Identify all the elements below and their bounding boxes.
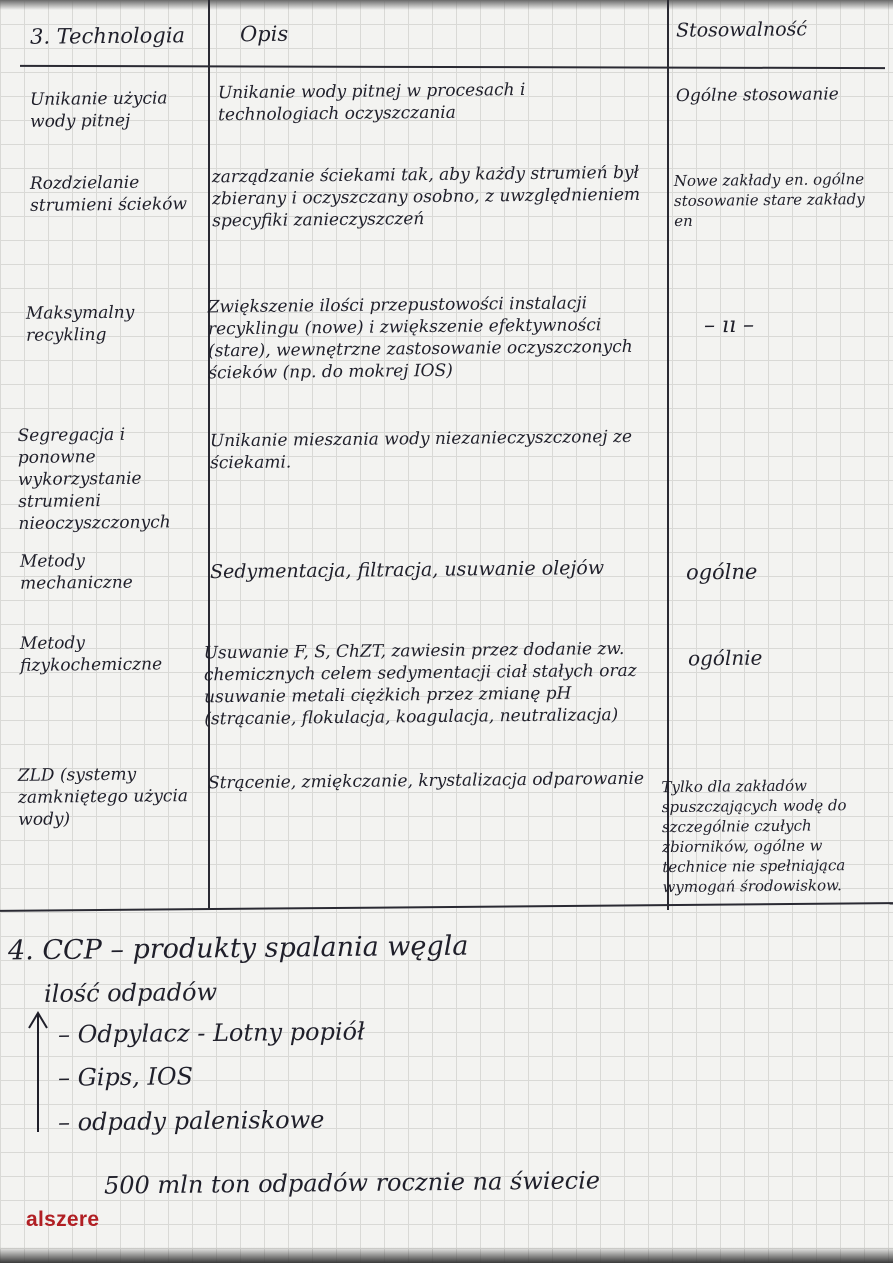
section-4-item-3: – odpady paleniskowe — [57, 1105, 325, 1137]
row-4-technology: Segregacja i ponowne wykorzystanie strumieni nieoczyszczonych — [17, 424, 171, 534]
row-5-description: Sedymentacja, filtracja, usuwanie olejów — [209, 556, 605, 584]
row-7-applicability: Tylko dla zakładów spuszczających wodę do szczególnie czułych zbiorników, ogólne w technice nie spełniająca wymogań środowiskow. — [661, 776, 847, 897]
header-applicability: Stosowalność — [675, 18, 808, 42]
up-arrow-icon — [24, 1008, 54, 1138]
row-5-applicability: ogólne — [685, 559, 758, 585]
table-header-divider — [20, 65, 885, 69]
row-6-applicability: ogólnie — [687, 645, 763, 671]
row-1-applicability: Ogólne stosowanie — [675, 84, 839, 107]
section-4-subtitle: ilość odpadów — [43, 978, 218, 1008]
row-2-description: zarządzanie ściekami tak, aby każdy strumień był zbierany i oczyszczany osobno, z uwzględnieniem specyfiki zanieczyszczeń — [211, 162, 641, 232]
row-3-applicability: – ıı – — [703, 312, 755, 339]
row-3-description: Zwiększenie ilości przepustowości instalacji recyklingu (nowe) i zwiększenie efektywności (stare), wewnętrzne zastosowanie oczyszczonych ścieków (np. do mokrej IOS) — [207, 293, 633, 384]
watermark-logo: alszere — [26, 1208, 100, 1231]
section-4-annual-note: 500 mln ton odpadów rocznie na świecie — [103, 1166, 601, 1200]
table-column-divider-2 — [667, 0, 669, 910]
page-edge-bottom — [0, 1247, 893, 1263]
row-1-technology: Unikanie użycia wody pitnej — [29, 88, 168, 132]
row-3-technology: Maksymalny recykling — [25, 302, 135, 346]
row-6-technology: Metody fizykochemiczne — [19, 633, 163, 676]
row-7-technology: ZLD (systemy zamkniętego użycia wody) — [17, 764, 189, 830]
row-6-description: Usuwanie F, S, ChZT, zawiesin przez dodanie zw. chemicznych celem sedymentacji ciał stałych oraz usuwanie metali ciężkich przez zmianę pH (strącanie, flokulacja, koagulacja, neutralizacja) — [203, 638, 637, 730]
section-4-title: 4. CCP – produkty spalania węgla — [7, 930, 469, 967]
table-bottom-border — [0, 902, 893, 912]
section-4-item-1: – Odpylacz - Lotny popiół — [57, 1017, 365, 1049]
section-4-item-2: – Gips, IOS — [57, 1062, 194, 1092]
row-7-description: Strącenie, zmiękczanie, krystalizacja odparowanie — [207, 768, 645, 794]
row-1-description: Unikanie wody pitnej w procesach i technologiach oczyszczania — [217, 79, 526, 126]
header-description: Opis — [239, 21, 289, 47]
row-4-description: Unikanie mieszania wody niezanieczyszczonej ze ściekami. — [209, 426, 633, 474]
header-technology: 3. Technologia — [29, 23, 186, 49]
row-5-technology: Metody mechaniczne — [19, 551, 133, 594]
row-2-applicability: Nowe zakłady en. ogólne stosowanie stare zakłady en — [673, 170, 865, 231]
page-edge-top — [0, 0, 893, 10]
row-2-technology: Rozdzielanie strumieni ścieków — [29, 172, 188, 216]
